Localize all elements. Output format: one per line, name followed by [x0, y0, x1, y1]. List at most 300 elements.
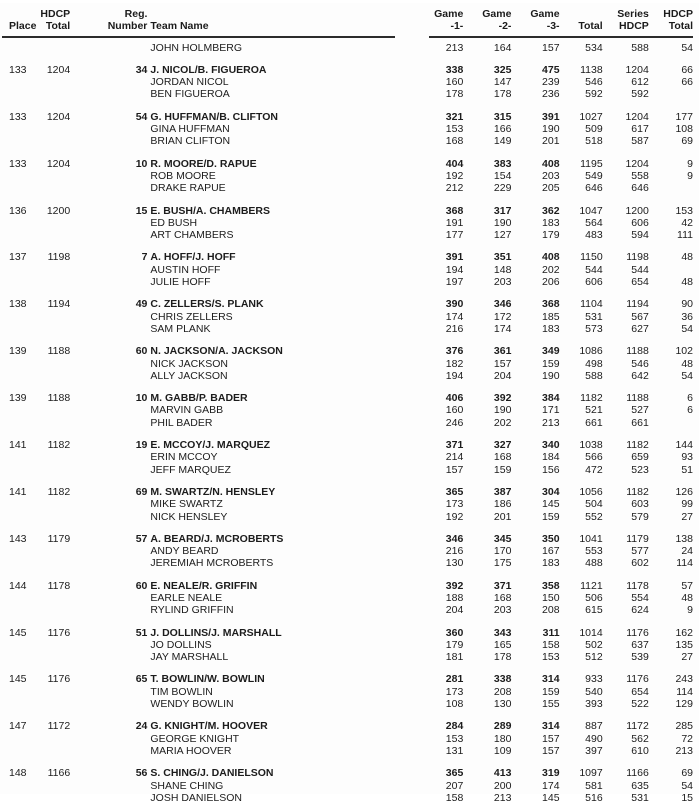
col-header-line2: Place	[9, 20, 37, 33]
place-cell	[2, 698, 30, 710]
game1-cell: 207	[445, 779, 464, 792]
place-cell: 145	[9, 626, 27, 639]
reg-number-cell	[70, 780, 147, 792]
reg-number-cell	[70, 792, 147, 804]
game1-cell: 168	[445, 135, 464, 148]
total-cell: 1104	[580, 298, 603, 311]
reg-number-cell: 10	[135, 392, 148, 405]
game1-cell: 371	[445, 439, 464, 452]
game1-cell: 160	[445, 76, 464, 89]
hdcp-total2-cell: 66	[681, 76, 693, 89]
game3-cell: 156	[542, 463, 560, 476]
game2-cell: 208	[493, 685, 512, 698]
total-cell: 1086	[579, 345, 603, 358]
reg-number-cell: 57	[135, 532, 148, 545]
game3-cell: 368	[542, 298, 560, 311]
reg-number-cell	[70, 686, 147, 698]
hdcp-total-cell: 1204	[46, 157, 71, 170]
game2-cell: 190	[493, 404, 512, 417]
game1-cell: 192	[445, 510, 464, 523]
player-row	[2, 370, 693, 382]
game2-cell: 351	[493, 251, 512, 264]
game2-cell: 289	[493, 720, 512, 733]
place-cell: 133	[9, 157, 27, 170]
place-cell	[2, 592, 30, 604]
reg-number-cell: 60	[135, 345, 148, 358]
game1-cell: 281	[445, 673, 464, 686]
series-hdcp-cell: 1204	[625, 110, 649, 123]
total-cell: 1038	[579, 439, 603, 452]
hdcp-total-cell	[30, 135, 70, 147]
player-row	[2, 276, 693, 288]
game1-cell: 214	[445, 451, 464, 464]
hdcp-total2-cell: 54	[681, 41, 693, 54]
player-row	[2, 733, 693, 745]
series-hdcp-cell: 592	[631, 88, 649, 101]
total-cell: 521	[585, 404, 603, 417]
player-name-cell: RYLIND GRIFFIN	[150, 604, 234, 617]
series-hdcp-cell: 1204	[625, 157, 649, 170]
total-cell: 1027	[579, 110, 603, 123]
series-hdcp-cell: 1172	[626, 720, 649, 733]
game3-cell: 304	[542, 485, 560, 498]
col-header-line2: Team Name	[150, 20, 209, 33]
reg-number-cell: 19	[135, 439, 148, 452]
hdcp-total2-cell: 129	[675, 698, 693, 711]
col-header-line2: Number	[107, 20, 148, 33]
series-hdcp-cell: 1176	[626, 626, 649, 639]
series-hdcp-cell: 588	[631, 41, 649, 54]
place-cell	[2, 323, 30, 335]
game3-cell: 236	[542, 88, 560, 101]
game2-cell: 186	[493, 498, 512, 511]
col-header-place	[2, 3, 37, 36]
reg-number-cell	[70, 217, 147, 229]
hdcp-total-cell: 1166	[47, 767, 71, 780]
player-name-cell: JOSH DANIELSON	[150, 791, 243, 804]
team-name-cell: S. CHING/J. DANIELSON	[150, 767, 274, 780]
game2-cell: 180	[493, 732, 512, 745]
game2-cell: 130	[493, 698, 512, 711]
game3-cell: 350	[542, 532, 560, 545]
reg-number-cell: 54	[135, 110, 148, 123]
hdcp-total-cell	[30, 311, 70, 323]
series-hdcp-cell: 624	[631, 604, 649, 617]
series-hdcp-cell: 523	[631, 463, 649, 476]
game1-cell: 194	[445, 263, 464, 276]
reg-number-cell	[70, 135, 147, 147]
hdcp-total-cell: 1182	[47, 485, 71, 498]
hdcp-total-cell	[30, 451, 70, 463]
table-body	[2, 36, 693, 804]
game1-cell: 177	[445, 229, 464, 242]
series-hdcp-cell: 606	[631, 216, 649, 229]
hdcp-total-cell: 1176	[47, 673, 71, 686]
player-row	[2, 264, 693, 276]
team-row	[2, 523, 693, 545]
reg-number-cell	[70, 311, 147, 323]
team-row	[2, 476, 693, 498]
reg-number-cell	[70, 464, 147, 476]
player-name-cell: JULIE HOFF	[150, 276, 211, 289]
hdcp-total2-cell: 6	[687, 392, 693, 405]
game1-cell: 246	[445, 416, 464, 429]
hdcp-total2-cell: 24	[681, 545, 693, 558]
place-cell: 136	[9, 204, 27, 217]
hdcp-total-cell	[30, 592, 70, 604]
game1-cell: 179	[445, 638, 464, 651]
place-cell: 133	[9, 110, 27, 123]
player-name-cell: GINA HUFFMAN	[150, 123, 230, 136]
game3-cell: 183	[542, 216, 560, 229]
col-header-line1: Game	[530, 8, 560, 20]
game2-cell: 109	[493, 744, 512, 757]
team-row	[2, 382, 693, 404]
col-header-line1	[560, 9, 603, 20]
game3-cell: 319	[542, 767, 560, 780]
reg-number-cell	[70, 323, 147, 335]
game3-cell: 145	[542, 498, 560, 511]
hdcp-total-cell	[30, 323, 70, 335]
game2-cell: 147	[493, 76, 512, 89]
hdcp-total2-cell: 111	[677, 229, 693, 242]
hdcp-total2-cell: 54	[681, 322, 693, 335]
game3-cell: 158	[542, 638, 560, 651]
hdcp-total-cell	[30, 498, 70, 510]
series-hdcp-cell: 594	[631, 229, 649, 242]
game1-cell: 158	[445, 791, 464, 804]
total-cell: 573	[585, 322, 603, 335]
series-hdcp-cell: 603	[631, 498, 649, 511]
col-header-game3	[511, 3, 559, 36]
total-cell: 1041	[579, 532, 603, 545]
game1-cell: 157	[445, 463, 464, 476]
hdcp-total2-cell: 153	[675, 204, 693, 217]
header-underline-right	[429, 36, 693, 38]
game1-cell: 365	[445, 767, 464, 780]
hdcp-total-cell	[30, 264, 70, 276]
hdcp-total2-cell: 9	[687, 157, 693, 170]
place-cell	[2, 404, 30, 416]
game1-cell: 212	[445, 182, 464, 195]
standings-sheet	[0, 3, 699, 804]
game1-cell: 284	[445, 720, 464, 733]
hdcp-total-cell: 1176	[47, 626, 71, 639]
series-hdcp-cell: 610	[631, 744, 649, 757]
player-row	[2, 311, 693, 323]
total-cell: 592	[585, 88, 603, 101]
hdcp-total-cell	[30, 370, 70, 382]
player-name-cell: NICK HENSLEY	[150, 510, 228, 523]
team-row	[2, 710, 693, 732]
place-cell	[2, 545, 30, 557]
col-header-game1	[396, 3, 463, 36]
player-row	[2, 417, 693, 429]
game3-cell: 190	[542, 123, 560, 136]
player-name-cell: MIKE SWARTZ	[150, 498, 223, 511]
game1-cell: 192	[445, 169, 464, 182]
total-cell: 581	[585, 779, 603, 792]
total-cell: 490	[585, 732, 603, 745]
reg-number-cell	[70, 182, 147, 194]
hdcp-total2-cell: 93	[681, 451, 693, 464]
team-row	[2, 429, 693, 451]
team-name-cell: R. MOORE/D. RAPUE	[150, 157, 257, 170]
game3-cell: 408	[542, 251, 560, 264]
hdcp-total2-cell: 69	[681, 135, 693, 148]
col-header-line1	[9, 9, 30, 20]
place-cell: 137	[9, 251, 27, 264]
place-cell: 138	[9, 298, 27, 311]
hdcp-total2-cell: 135	[675, 638, 693, 651]
game1-cell: 160	[445, 404, 464, 417]
place-cell	[2, 651, 30, 663]
hdcp-total-cell: 1188	[47, 392, 71, 405]
hdcp-total2-cell: 213	[675, 744, 693, 757]
total-cell: 546	[585, 76, 603, 89]
team-name-cell: G. KNIGHT/M. HOOVER	[150, 720, 268, 733]
hdcp-total2-cell: 57	[681, 579, 693, 592]
game1-cell: 181	[445, 651, 464, 664]
team-name-cell: E. NEALE/R. GRIFFIN	[150, 579, 258, 592]
total-cell: 498	[585, 357, 603, 370]
hdcp-total-cell	[30, 511, 70, 523]
game2-cell: 343	[493, 626, 512, 639]
player-name-cell: JORDAN NICOL	[150, 76, 229, 89]
player-name-cell: TIM BOWLIN	[150, 685, 213, 698]
series-hdcp-cell: 659	[631, 451, 649, 464]
col-header-hdcp_total	[30, 3, 70, 36]
game3-cell: 185	[542, 310, 560, 323]
place-cell	[2, 182, 30, 194]
team-name-cell: A. HOFF/J. HOFF	[150, 251, 236, 264]
player-row	[2, 651, 693, 663]
place-cell	[2, 780, 30, 792]
series-hdcp-cell: 1200	[625, 204, 649, 217]
reg-number-cell	[70, 745, 147, 757]
place-cell	[2, 745, 30, 757]
series-hdcp-cell: 522	[631, 698, 649, 711]
game2-cell: 371	[493, 579, 512, 592]
place-cell	[2, 264, 30, 276]
game2-cell: 204	[493, 369, 512, 382]
reg-number-cell	[70, 170, 147, 182]
place-cell: 148	[9, 767, 27, 780]
player-name-cell: CHRIS ZELLERS	[150, 310, 233, 323]
player-name-cell: SAM PLANK	[150, 322, 211, 335]
series-hdcp-cell: 527	[631, 404, 649, 417]
team-row	[2, 101, 693, 123]
player-row	[2, 358, 693, 370]
total-cell: 518	[585, 135, 603, 148]
series-hdcp-cell: 546	[631, 357, 649, 370]
reg-number-cell	[70, 698, 147, 710]
team-name-cell: E. BUSH/A. CHAMBERS	[150, 204, 270, 217]
game3-cell: 213	[542, 416, 560, 429]
series-hdcp-cell: 1188	[626, 345, 649, 358]
game3-cell: 205	[542, 182, 560, 195]
team-row	[2, 617, 693, 639]
total-cell: 488	[585, 557, 603, 570]
place-cell	[2, 686, 30, 698]
team-name-cell: E. MCCOY/J. MARQUEZ	[150, 439, 270, 452]
col-header-line1: Game	[482, 8, 512, 20]
game2-cell: 166	[493, 123, 512, 136]
place-cell: 147	[9, 720, 27, 733]
series-hdcp-cell: 1198	[626, 251, 649, 264]
team-row	[2, 148, 693, 170]
hdcp-total2-cell: 99	[681, 498, 693, 511]
game3-cell: 475	[542, 63, 560, 76]
series-hdcp-cell: 654	[631, 685, 649, 698]
total-cell: 534	[585, 41, 603, 54]
hdcp-total2-cell: 36	[681, 310, 693, 323]
hdcp-total-cell	[30, 217, 70, 229]
results-table	[2, 3, 693, 804]
total-cell: 566	[585, 451, 603, 464]
game3-cell: 174	[542, 779, 560, 792]
hdcp-total-cell	[30, 686, 70, 698]
game1-cell: 213	[445, 41, 464, 54]
series-hdcp-cell: 1204	[625, 63, 649, 76]
col-header-line2: -1-	[450, 20, 464, 33]
total-cell: 1097	[579, 767, 603, 780]
player-row	[2, 217, 693, 229]
total-cell: 564	[585, 216, 603, 229]
player-row	[2, 123, 693, 135]
col-header-line2: Total	[668, 20, 693, 33]
place-cell	[2, 511, 30, 523]
col-header-hdcp_total2	[649, 3, 693, 36]
game1-cell: 376	[445, 345, 464, 358]
place-cell	[2, 358, 30, 370]
hdcp-total2-cell: 144	[675, 439, 693, 452]
player-name-cell: JO DOLLINS	[150, 638, 212, 651]
player-row	[2, 780, 693, 792]
series-hdcp-cell: 612	[631, 76, 649, 89]
team-name-cell: C. ZELLERS/S. PLANK	[150, 298, 264, 311]
reg-number-cell	[70, 592, 147, 604]
game2-cell: 200	[493, 779, 512, 792]
game1-cell: 390	[445, 298, 464, 311]
hdcp-total2-cell: 48	[681, 357, 693, 370]
hdcp-total2-cell: 48	[681, 251, 693, 264]
total-cell: 933	[585, 673, 603, 686]
game2-cell: 149	[493, 135, 512, 148]
player-name-cell: JOHN HOLMBERG	[150, 41, 242, 54]
game3-cell: 183	[542, 557, 560, 570]
team-row	[2, 195, 693, 217]
game3-cell: 408	[542, 157, 560, 170]
series-hdcp-cell: 1188	[626, 392, 649, 405]
series-hdcp-cell: 562	[631, 732, 649, 745]
team-row	[2, 54, 693, 76]
place-cell	[2, 217, 30, 229]
reg-number-cell	[70, 36, 147, 54]
total-cell: 472	[585, 463, 603, 476]
hdcp-total-cell	[30, 404, 70, 416]
reg-number-cell	[70, 88, 147, 100]
hdcp-total2-cell: 108	[675, 123, 693, 136]
game2-cell: 170	[493, 545, 512, 558]
team-name-cell: A. BEARD/J. MCROBERTS	[150, 532, 284, 545]
col-header-line2: -2-	[498, 20, 512, 33]
reg-number-cell	[70, 451, 147, 463]
game3-cell: 239	[542, 76, 560, 89]
hdcp-total2-cell: 90	[681, 298, 693, 311]
total-cell: 531	[585, 310, 603, 323]
game1-cell: 197	[445, 276, 464, 289]
total-cell: 1121	[580, 579, 603, 592]
place-cell: 143	[9, 532, 27, 545]
place-cell: 133	[9, 63, 27, 76]
player-row	[2, 686, 693, 698]
game2-cell: 202	[493, 416, 512, 429]
player-name-cell: GEORGE KNIGHT	[150, 732, 240, 745]
team-row	[2, 241, 693, 263]
reg-number-cell: 34	[135, 63, 148, 76]
team-name-cell: N. JACKSON/A. JACKSON	[150, 345, 283, 358]
player-row	[2, 451, 693, 463]
game1-cell: 391	[445, 251, 464, 264]
player-row	[2, 404, 693, 416]
hdcp-total-cell	[30, 229, 70, 241]
hdcp-total-cell: 1198	[47, 251, 71, 264]
series-hdcp-cell: 558	[631, 169, 649, 182]
reg-number-cell: 69	[135, 485, 148, 498]
col-header-line1: Reg.	[124, 8, 148, 20]
hdcp-total2-cell: 114	[676, 685, 693, 698]
total-cell: 506	[585, 591, 603, 604]
hdcp-total-cell: 1179	[47, 532, 71, 545]
game2-cell: 190	[493, 216, 512, 229]
reg-number-cell: 10	[135, 157, 148, 170]
game3-cell: 159	[542, 357, 560, 370]
player-name-cell: MARIA HOOVER	[150, 744, 232, 757]
reg-number-cell	[70, 123, 147, 135]
place-cell	[2, 311, 30, 323]
hdcp-total-cell	[30, 464, 70, 476]
game2-cell: 315	[493, 110, 512, 123]
game1-cell: 321	[445, 110, 464, 123]
game3-cell: 340	[542, 439, 560, 452]
team-name-cell: M. GABB/P. BADER	[150, 392, 248, 405]
game3-cell: 349	[542, 345, 560, 358]
hdcp-total2-cell: 102	[675, 345, 693, 358]
hdcp-total-cell	[30, 745, 70, 757]
place-cell	[2, 792, 30, 804]
game3-cell: 153	[542, 651, 560, 664]
place-cell	[2, 733, 30, 745]
game3-cell: 157	[542, 732, 560, 745]
hdcp-total2-cell: 54	[681, 369, 693, 382]
col-header-series_hdcp	[603, 3, 649, 36]
reg-number-cell: 51	[135, 626, 148, 639]
total-cell: 1138	[580, 63, 603, 76]
game2-cell: 383	[493, 157, 512, 170]
game1-cell: 368	[445, 204, 464, 217]
team-row	[2, 757, 693, 779]
game3-cell: 384	[542, 392, 560, 405]
game3-cell: 145	[542, 791, 560, 804]
place-cell	[2, 88, 30, 100]
player-name-cell: AUSTIN HOFF	[150, 263, 221, 276]
hdcp-total-cell	[30, 604, 70, 616]
player-row	[2, 135, 693, 147]
reg-number-cell	[70, 370, 147, 382]
player-name-cell: ALLY JACKSON	[150, 369, 228, 382]
hdcp-total2-cell: 27	[681, 510, 693, 523]
